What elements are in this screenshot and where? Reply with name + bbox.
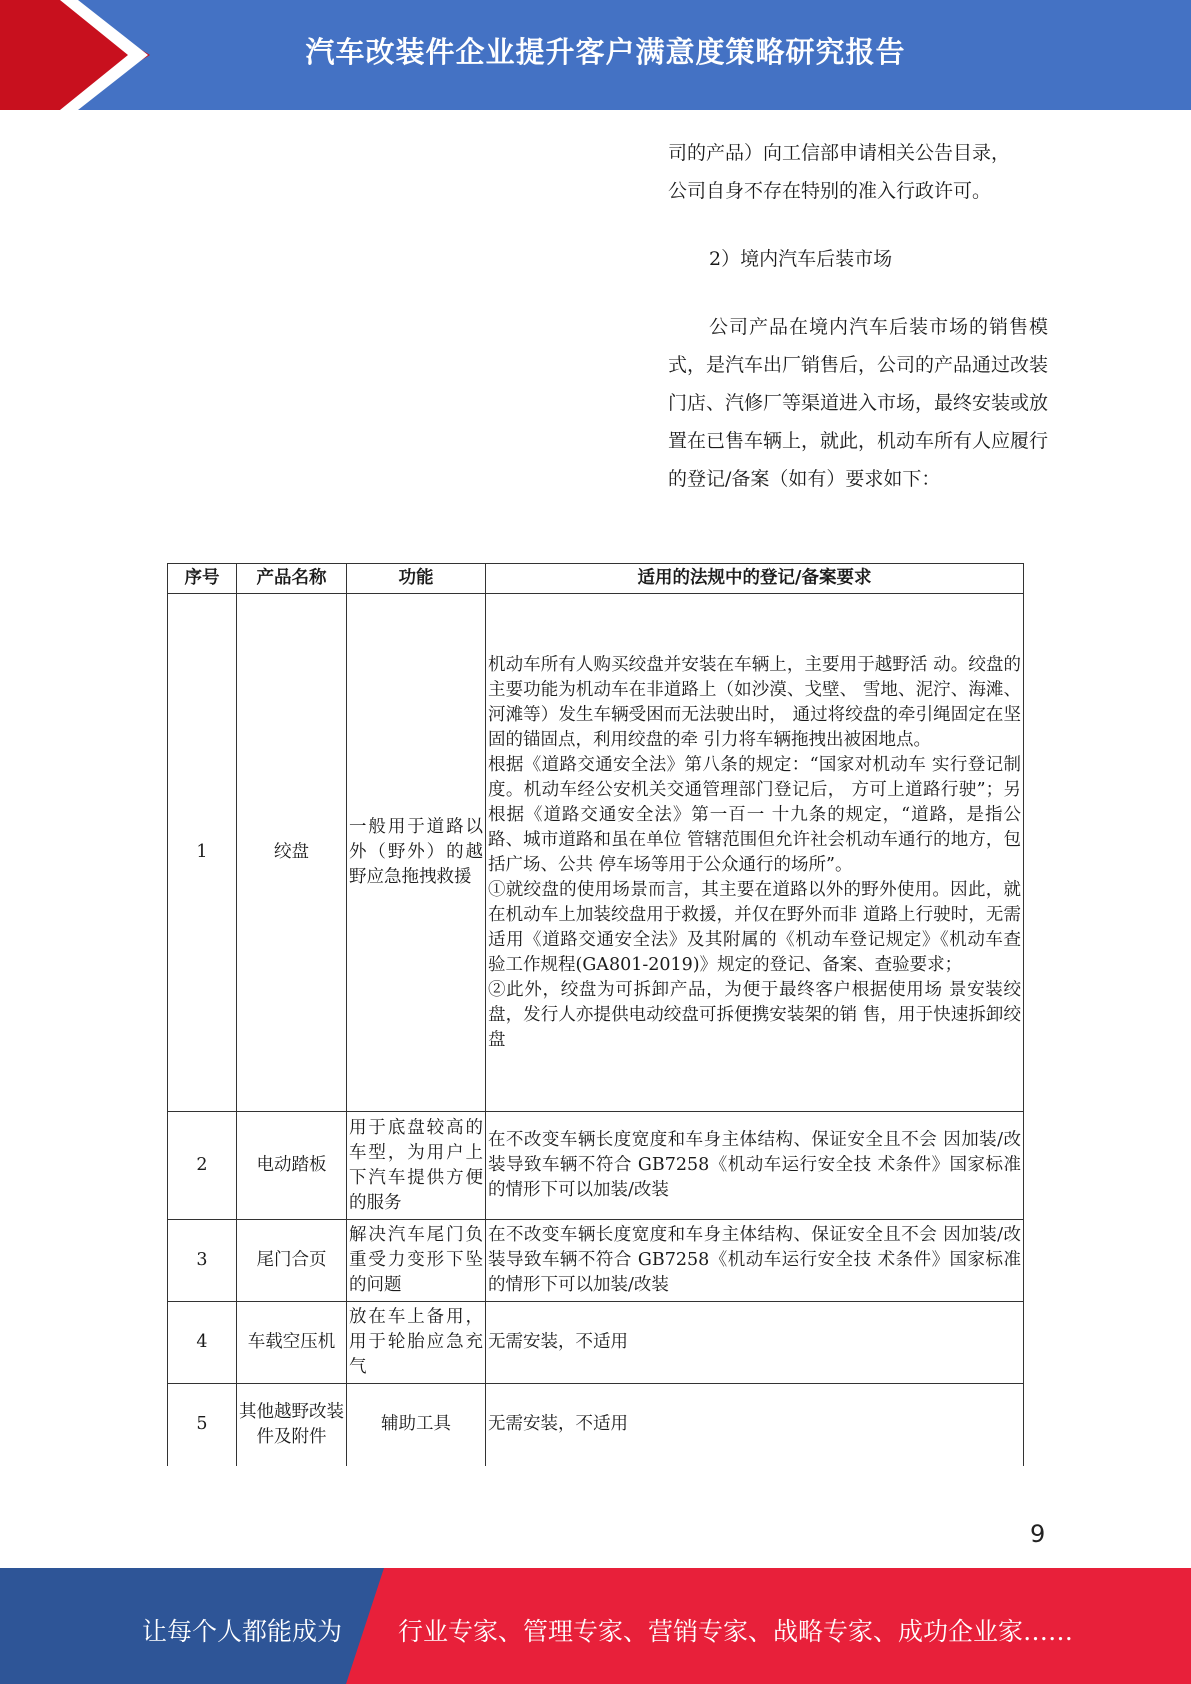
paragraph-body: 公司产品在境内汽车后装市场的销售模式，是汽车出厂销售后，公司的产品通过改装门店、汽修厂等渠道进入市场，最终安装或放置在已售车辆上，就此，机动车所有人应履行的登记/备案（如有）要求如下：	[668, 316, 1049, 490]
table-header-row	[168, 564, 1024, 594]
column-header-function: 功能	[347, 564, 486, 594]
paragraph-line: 公司自身不存在特别的准入行政许可。	[668, 180, 992, 202]
column-header-no: 序号	[168, 564, 237, 594]
table-row	[168, 1384, 1024, 1466]
footer-band	[0, 1568, 1191, 1684]
table-row	[168, 1112, 1024, 1220]
cell-requirement: 在不改变车辆长度宽度和车身主体结构、保证安全且不会 因加装/改装导致车辆不符合 GB7258《机动车运行安全技 术条件》国家标准的情形下可以加装/改装	[486, 1112, 1024, 1220]
cell-requirement	[486, 594, 1024, 1112]
cell-function: 一般用于道路以外（野外）的越野应急拖拽救援	[347, 594, 486, 1112]
paragraph-line: 司的产品）向工信部申请相关公告目录，	[668, 142, 1011, 164]
page-number: 9	[1030, 1520, 1046, 1548]
cell-name: 电动踏板	[237, 1112, 347, 1220]
table-row	[168, 1220, 1024, 1302]
table-row	[168, 1302, 1024, 1384]
cell-no: 3	[168, 1220, 237, 1302]
cell-function: 放在车上备用，用于轮胎应急充气	[347, 1302, 486, 1384]
footer-slogan-right: 行业专家、管理专家、营销专家、战略专家、成功企业家……	[398, 1617, 1074, 1646]
header-band	[0, 0, 1191, 110]
cell-name: 车载空压机	[237, 1302, 347, 1384]
cell-no: 5	[168, 1384, 237, 1466]
cell-name: 绞盘	[237, 594, 347, 1112]
cell-function: 辅助工具	[347, 1384, 486, 1466]
cell-function: 用于底盘较高的车型，为用户上下汽车提供方便的服务	[347, 1112, 486, 1220]
cell-no: 1	[168, 594, 237, 1112]
table-row	[168, 594, 1024, 1112]
column-header-name: 产品名称	[237, 564, 347, 594]
report-title: 汽车改装件企业提升客户满意度策略研究报告	[305, 35, 906, 69]
cell-requirement: 无需安装，不适用	[486, 1302, 1024, 1384]
cell-name: 其他越野改装件及附件	[237, 1384, 347, 1466]
cell-requirement: 在不改变车辆长度宽度和车身主体结构、保证安全且不会 因加装/改装导致车辆不符合 GB7258《机动车运行安全技 术条件》国家标准的情形下可以加装/改装	[486, 1220, 1024, 1302]
requirement-paragraph: 根据《道路交通安全法》第八条的规定：“国家对机动车 实行登记制度。机动车经公安机关交通管理部门登记后， 方可上道路行驶”；另根据《道路交通安全法》第一百一 十九条的规定，“道路，是指公路、城市道路和虽在单位 管辖范围但允许社会机动车通行的地方，包括广场、公共 停车场等用于公众通行的场所”。	[488, 754, 1021, 875]
cell-no: 4	[168, 1302, 237, 1384]
requirement-paragraph: 机动车所有人购买绞盘并安装在车辆上，主要用于越野活 动。绞盘的主要功能为机动车在非道路上（如沙漠、戈壁、 雪地、泥泞、海滩、河滩等）发生车辆受困而无法驶出时， 通过将绞盘的牵引绳固定在坚固的锚固点，利用绞盘的牵 引力将车辆拖拽出被困地点。	[488, 654, 1021, 750]
cell-name: 尾门合页	[237, 1220, 347, 1302]
section-heading: 2）境内汽车后装市场	[709, 248, 893, 270]
column-header-requirement: 适用的法规中的登记/备案要求	[486, 564, 1024, 594]
cell-requirement: 无需安装，不适用	[486, 1384, 1024, 1466]
requirement-paragraph: ①就绞盘的使用场景而言，其主要在道路以外的野外使用。因此，就在机动车上加装绞盘用于救援，并仅在野外而非 道路上行驶时，无需适用《道路交通安全法》及其附属的《机动车登记规定》《机动车查验工作规程(GA801-2019)》规定的登记、备案、查验要求；	[488, 879, 1021, 975]
cell-no: 2	[168, 1112, 237, 1220]
registration-requirements-table	[167, 563, 1024, 1466]
paragraph-continuation	[668, 134, 1048, 210]
requirement-paragraph: ②此外，绞盘为可拆卸产品，为便于最终客户根据使用场 景安装绞盘，发行人亦提供电动绞盘可拆便携安装架的销 售，用于快速拆卸绞盘	[488, 979, 1021, 1050]
cell-function: 解决汽车尾门负重受力变形下坠的问题	[347, 1220, 486, 1302]
footer-slogan-left: 让每个人都能成为	[142, 1617, 343, 1646]
